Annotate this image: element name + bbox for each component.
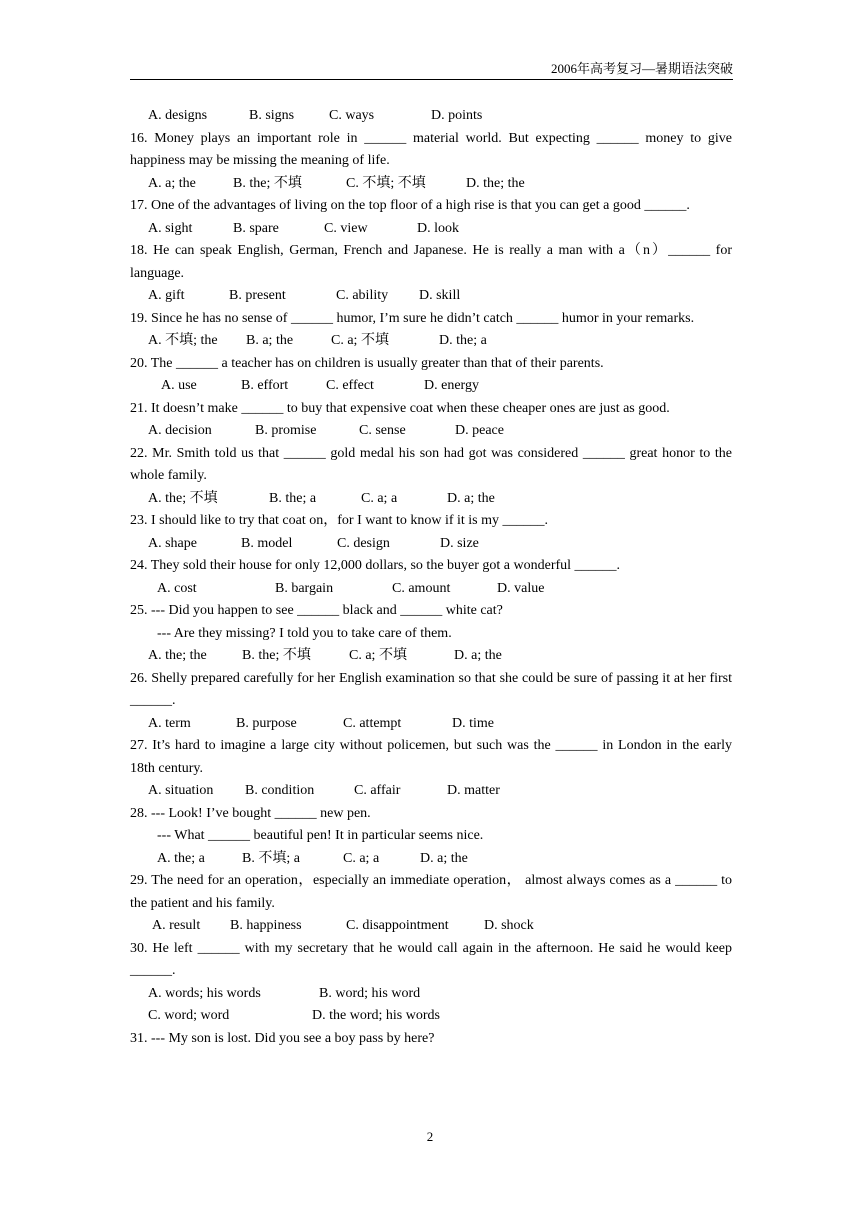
answer-option: A. term <box>148 715 191 731</box>
answer-option: B. present <box>229 288 286 303</box>
answer-options <box>130 330 732 353</box>
answer-option: A. use <box>161 378 197 393</box>
answer-option: A. cost <box>157 580 197 596</box>
answer-option: D. look <box>417 220 459 236</box>
dialogue-line: --- Are they missing? I told you to take care of them. <box>157 625 452 641</box>
answer-options <box>130 780 732 803</box>
question-text: 19. Since he has no sense of ______ humor, I’m sure he didn’t catch ______ humor in your remarks. <box>130 310 695 326</box>
answer-option: D. shock <box>484 918 534 933</box>
question-text: 29. The need for an operation，especially an immediate operation， almost always comes as a ______ to the patient and his family. <box>130 873 732 911</box>
answer-option: D. the; the <box>466 175 525 191</box>
page-number: 2 <box>426 1129 434 1144</box>
question-text: 22. Mr. Smith told us that ______ gold medal his son had got was considered ______ great honor to the whole family. <box>130 445 732 483</box>
answer-options <box>130 420 732 443</box>
page-header: 2006年高考复习—暑期语法突破 <box>550 61 733 76</box>
answer-options <box>130 533 732 556</box>
answer-option: B. purpose <box>236 715 297 731</box>
answer-option: C. a; a <box>343 850 380 866</box>
answer-option: A. words; his words <box>148 985 261 1001</box>
answer-option: B. condition <box>245 783 315 798</box>
header-divider <box>130 79 733 80</box>
answer-options <box>130 1005 732 1028</box>
answer-option: C. ways <box>329 108 375 123</box>
answer-option: C. a; 不填 <box>331 333 389 348</box>
answer-option: B. bargain <box>275 580 334 596</box>
answer-options <box>130 488 732 511</box>
answer-option: A. decision <box>148 423 212 438</box>
question-text: 28. --- Look! I’ve bought ______ new pen. <box>130 805 371 821</box>
answer-options <box>130 713 732 736</box>
answer-option: D. skill <box>419 288 461 303</box>
answer-option: B. a; the <box>246 333 294 348</box>
question-text: 30. He left ______ with my secretary that he would call again in the afternoon. He said he would keep ______. <box>130 940 732 978</box>
answer-option: C. affair <box>354 783 401 798</box>
answer-options <box>130 578 732 601</box>
answer-options <box>130 915 732 938</box>
question-text: 25. --- Did you happen to see ______ black and ______ white cat? <box>130 603 503 618</box>
answer-option: D. value <box>497 580 545 596</box>
answer-option: D. the word; his words <box>312 1008 440 1023</box>
answer-option: B. spare <box>233 220 279 236</box>
answer-option: A. sight <box>148 220 193 236</box>
answer-option: D. a; the <box>454 648 502 663</box>
answer-option: D. matter <box>447 783 500 798</box>
answer-option: B. 不填; a <box>242 850 300 866</box>
answer-option: D. energy <box>424 378 479 393</box>
answer-option: B. the; 不填 <box>233 175 302 191</box>
question-text: 27. It’s hard to imagine a large city without policemen, but such was the ______ in London in the early 18th century. <box>130 738 732 776</box>
answer-option: A. result <box>152 918 201 933</box>
answer-option: B. signs <box>249 108 295 123</box>
question-text: 17. One of the advantages of living on the top floor of a high rise is that you can get a good ______. <box>130 198 690 213</box>
answer-option: B. happiness <box>230 918 302 933</box>
answer-options <box>130 173 732 196</box>
answer-option: C. word; word <box>148 1008 230 1023</box>
answer-option: C. effect <box>326 378 374 393</box>
question-text: 21. It doesn’t make ______ to buy that expensive coat when these cheaper ones are just as good. <box>130 400 670 416</box>
answer-option: B. model <box>241 535 293 551</box>
answer-option: A. designs <box>148 108 208 123</box>
question-text: 26. Shelly prepared carefully for her English examination so that she could be sure of passing it at her first ______. <box>130 670 732 708</box>
answer-options <box>130 105 732 128</box>
answer-option: B. word; his word <box>319 985 421 1001</box>
answer-options <box>130 983 732 1006</box>
answer-option: C. ability <box>336 288 389 303</box>
answer-option: C. amount <box>392 580 451 596</box>
answer-option: A. situation <box>148 783 214 798</box>
question-text: 23. I should like to try that coat on，for I want to know if it is my ______. <box>130 513 549 528</box>
question-text: 18. He can speak English, German, French and Japanese. He is really a man with a（n）______ for language. <box>130 243 732 281</box>
answer-options <box>130 285 732 308</box>
answer-option: D. size <box>440 535 479 551</box>
answer-option: A. the; the <box>148 648 207 663</box>
answer-option: B. promise <box>255 423 317 438</box>
answer-option: A. the; 不填 <box>148 490 218 506</box>
answer-option: A. 不填; the <box>148 333 218 348</box>
answer-options <box>130 848 732 871</box>
answer-option: D. time <box>452 715 494 731</box>
answer-option: C. design <box>337 535 390 551</box>
answer-option: B. effort <box>241 378 289 393</box>
answer-option: A. gift <box>148 288 185 303</box>
answer-option: D. a; the <box>447 490 495 506</box>
dialogue-line: --- What ______ beautiful pen! It in particular seems nice. <box>157 828 484 843</box>
answer-option: D. a; the <box>420 850 468 866</box>
answer-option: D. points <box>431 108 483 123</box>
answer-option: C. disappointment <box>346 918 449 933</box>
answer-option: C. a; a <box>361 490 398 506</box>
question-text: 20. The ______ a teacher has on children is usually greater than that of their parents. <box>130 355 604 371</box>
answer-option: B. the; 不填 <box>242 648 311 663</box>
answer-option: C. attempt <box>343 715 402 731</box>
question-text: 24. They sold their house for only 12,000 dollars, so the buyer got a wonderful ______. <box>130 558 621 573</box>
answer-option: D. peace <box>455 423 504 438</box>
answer-option: A. a; the <box>148 175 196 191</box>
question-text: 16. Money plays an important role in ______ material world. But expecting ______ money to give happiness may be missing the meaning of life. <box>130 130 732 168</box>
question-text: 31. --- My son is lost. Did you see a boy pass by here? <box>130 1030 435 1046</box>
answer-option: A. shape <box>148 535 197 551</box>
answer-options <box>130 218 732 241</box>
answer-option: B. the; a <box>269 490 317 506</box>
answer-option: C. sense <box>359 423 406 438</box>
answer-option: D. the; a <box>439 333 487 348</box>
question-list <box>130 105 732 1050</box>
answer-option: C. 不填; 不填 <box>346 175 426 191</box>
answer-options <box>130 645 732 668</box>
answer-option: A. the; a <box>157 850 205 866</box>
answer-option: C. view <box>324 220 368 236</box>
answer-options <box>130 375 732 398</box>
answer-option: C. a; 不填 <box>349 648 407 663</box>
